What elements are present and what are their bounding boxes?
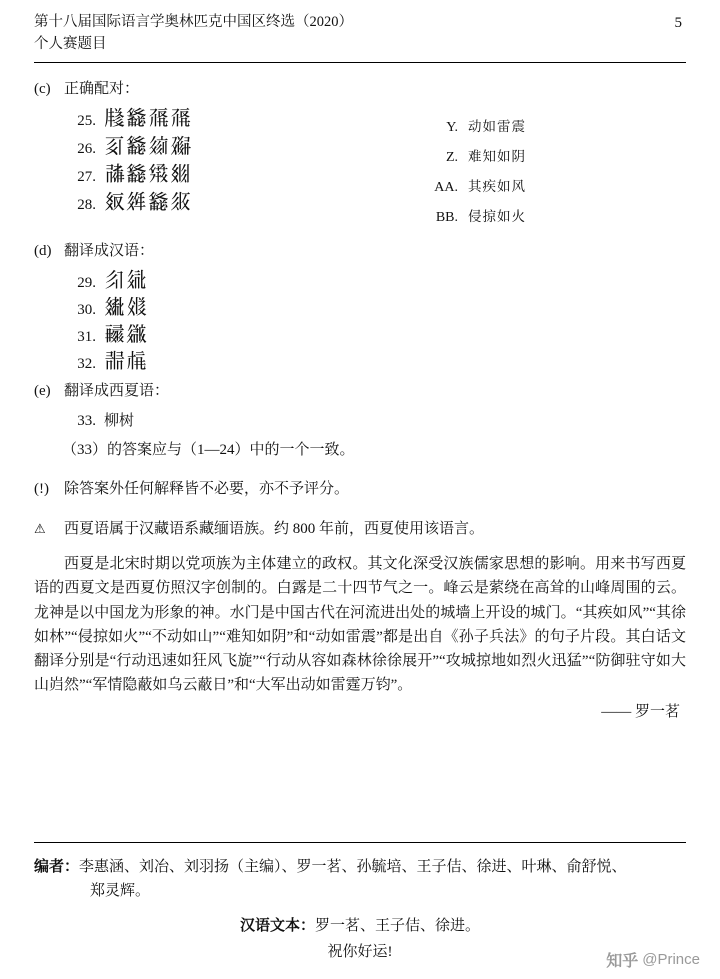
tangut-glyph: 𗸒𗫡 [104,321,148,346]
section-e-items [34,409,686,430]
item-number: 33. [77,412,96,429]
section-c-label: (c) [34,80,51,97]
tangut-glyph: 𗼃𗣼 [104,267,148,292]
watermark-username: @Prince [642,951,700,968]
commentary-block [34,552,686,724]
footer-divider [34,842,686,843]
tangut-glyph: 𗹦𗴮𗗛𗗛 [104,105,192,130]
option-text: 侵掠如火 [468,208,526,224]
closing-line: 祝你好运! [327,943,393,960]
list-item [62,107,364,130]
header-title-line1: 第十八届国际语言学奥林匹克中国区终选（2020） [34,14,353,30]
zhihu-logo-icon: 知乎 [606,953,639,970]
section-c [34,77,686,235]
header-divider [34,62,686,63]
page-number: 5 [674,15,682,31]
section-d-heading [34,239,686,263]
list-item [424,145,686,166]
section-c-prompt: 正确配对： [64,80,140,97]
page-footer [34,842,686,966]
item-number: 28. [77,196,96,213]
section-e-prompt: 翻译成西夏语： [64,382,170,399]
list-item [62,350,686,373]
exclamation-note [34,477,686,503]
section-e [34,379,686,464]
chinese-text-value: 罗一茗、王子佶、徐进。 [315,918,481,934]
list-item [424,175,686,196]
item-number: 32. [77,355,96,372]
option-key: AA. [434,179,458,195]
warning-text: 西夏语属于汉藏语系藏缅语族。约 800 年前，西夏使用该语言。 [64,520,485,537]
item-number: 29. [77,274,96,291]
option-key: Y. [446,119,458,135]
list-item [62,163,364,186]
section-c-options [364,107,686,235]
section-e-label: (e) [34,382,51,399]
option-text: 动如雷震 [468,118,526,134]
list-item [62,296,686,319]
item-text: 柳树 [104,412,135,429]
warning-note [34,517,686,543]
list-item [424,205,686,226]
exclamation-text: 除答案外任何解释皆不必要，亦不予评分。 [64,481,350,497]
tangut-glyph: 𗾊𗤶𗴮𗼇 [104,189,192,214]
watermark [606,948,700,971]
commentary-paragraph: 西夏是北宋时期以党项族为主体建立的政权。其文化深受汉族儒家思想的影响。用来书写西夏语的西夏文是西夏仿照汉字创制的。白露是二十四节气之一。峰云是萦绕在高耸的山峰周围的云。龙神是以中国龙为形象的神。水门是中国古代在河流进出处的城墙上开设的城门。“其疾如风”“其徐如林”“侵掠如火”“不动如山”“难知如阴”和“动如雷震”都是出自《孙子兵法》的句子片段。其白话文翻译分别是“行动迅速如狂风飞旋”“行动从容如森林徐徐展开”“攻城掠地如烈火迅猛”“防御驻守如大山岿然”“军情隐蔽如乌云蔽日”和“大军出动如雷霆万钧”。 [34,556,686,694]
item-number: 27. [77,168,96,185]
warning-triangle-icon: ⚠ [34,520,46,536]
section-c-heading [34,77,686,101]
item-number: 30. [77,301,96,318]
item-number: 26. [77,140,96,157]
section-e-answer-note: （33）的答案应与（1—24）中的一个一致。 [62,441,355,458]
list-item [62,135,364,158]
item-number: 31. [77,328,96,345]
list-item [62,269,686,292]
item-number: 25. [77,112,96,129]
option-key: BB. [435,209,458,225]
section-c-body [34,107,686,235]
tangut-glyph: 𗾩𗬜 [104,294,148,319]
chinese-text-label: 汉语文本： [239,918,315,934]
tangut-glyph: 𗰜𗴮𗋽𗾞 [104,161,192,186]
editors-label: 编者： [34,858,80,875]
section-d-items [34,269,686,373]
section-d-label: (d) [34,242,52,259]
option-text: 其疾如风 [468,178,526,194]
list-item [62,409,686,430]
section-c-items [34,107,364,235]
list-item [62,323,686,346]
list-item [62,191,364,214]
header-title-block [34,12,353,56]
editors-line [34,855,686,880]
chinese-text-line [34,914,686,940]
commentary-signature: —— 罗一茗 [601,703,680,720]
editors-names: 李惠涵、刘冶、刘羽扬（主编）、罗一茗、孙毓培、王子佶、徐进、叶琳、俞舒悦、 [79,858,627,875]
option-text: 难知如阴 [468,148,526,164]
tangut-glyph: 𘄀𗍫 [104,348,148,373]
list-item [424,115,686,136]
option-key: Z. [445,149,458,165]
editors-line-continued: 郑灵辉。 [90,883,151,900]
section-d [34,239,686,373]
section-e-heading [34,379,686,403]
exclamation-marker: (!) [34,481,49,497]
header-title-line2: 个人赛题目 [34,35,107,52]
section-d-prompt: 翻译成汉语： [64,242,155,259]
tangut-glyph: 𘈩𗴮𗦻𗘅 [104,133,192,158]
page-header [34,12,686,56]
